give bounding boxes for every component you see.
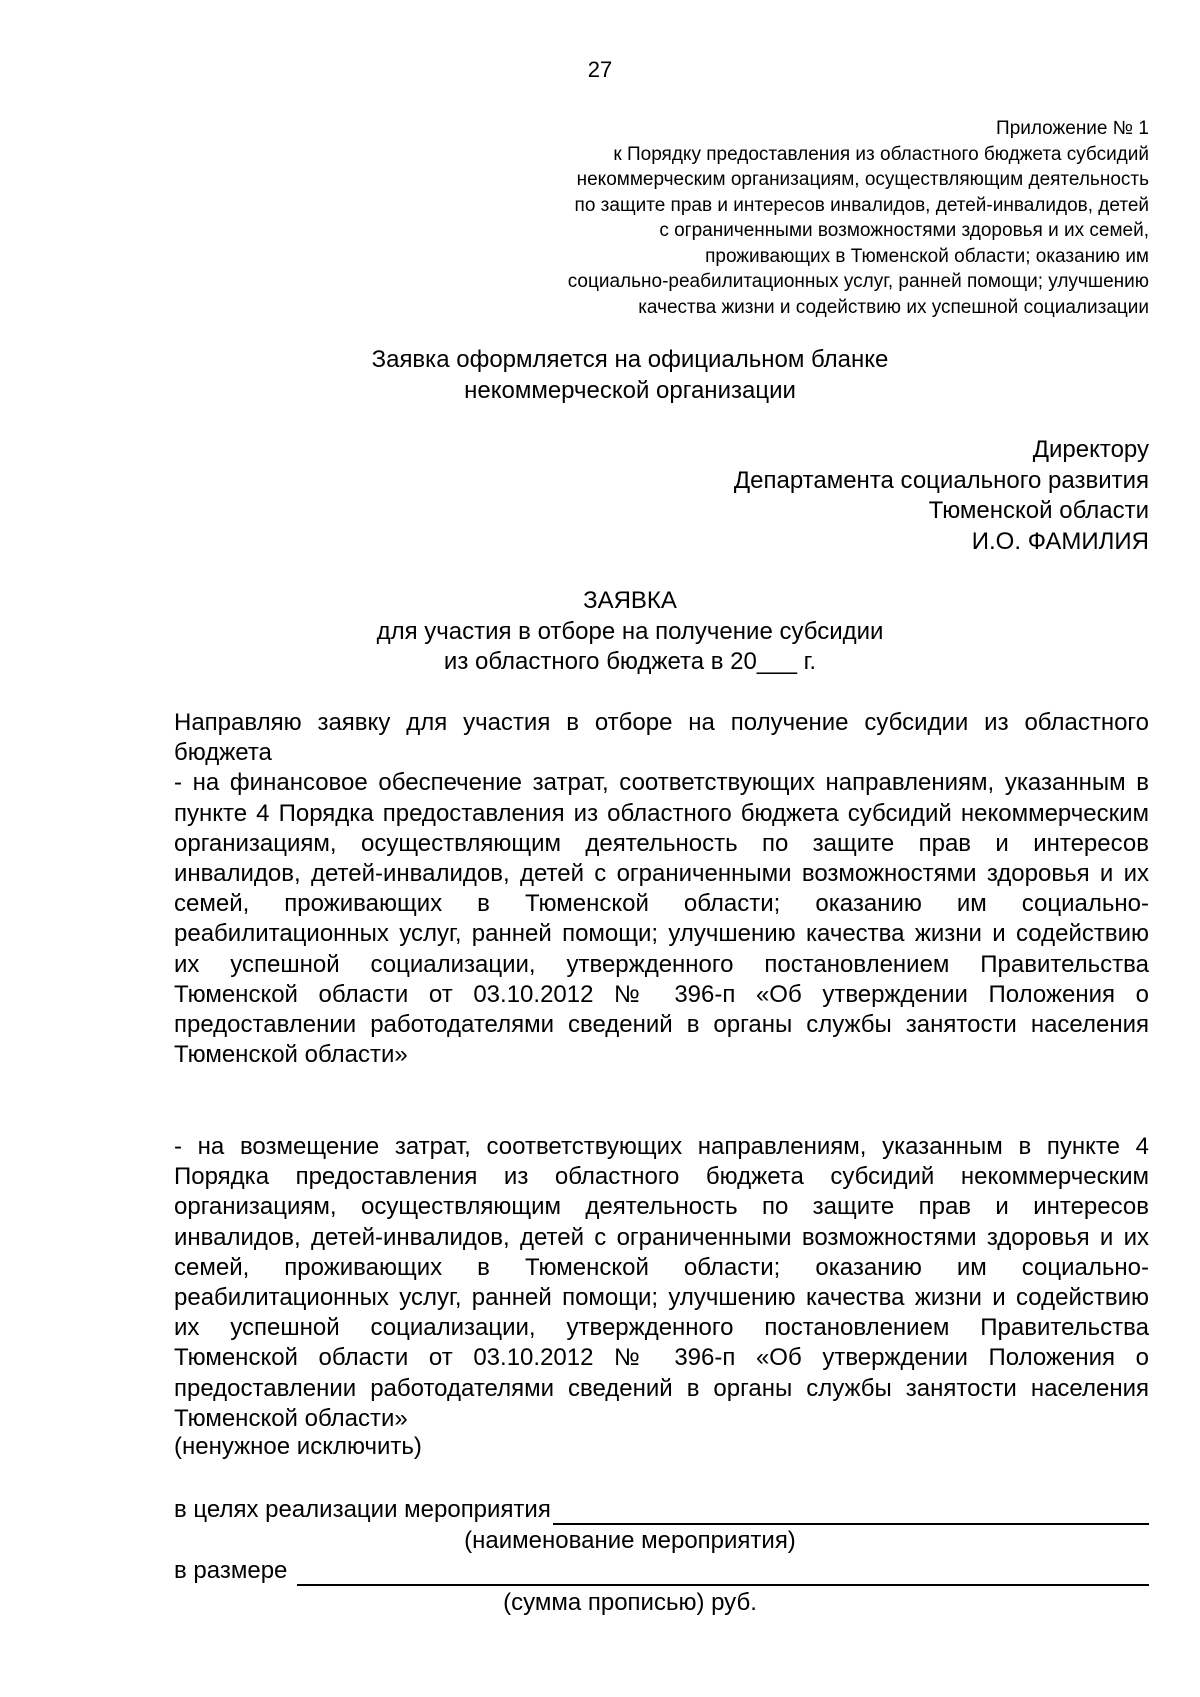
addressee-line: Департамента социального развития xyxy=(733,466,1149,494)
sum-label: в размере xyxy=(174,1557,288,1584)
paragraph-reimbursement-item: - на возмещение затрат, соответствующих направлениям, указанным в пункте 4 Порядка предоставления из областного бюджета субсидий некоммерческим организациям, осуществляющим деятельность по защите прав и интересов инвалидов, детей-инвалидов, детей с ограниченными возможностями здоровья и их семей, проживающих в Тюменской области; оказанию им социально-реабилитационных услуг, ранней помощи; улучшению качества жизни и содействию их успешной социализации, утвержденного постановлением Правительства Тюменской области от 03.10.2012 № 396-п «Об утверждении Положения о предоставлении работодателями сведений в органы службы занятости населения Тюменской области» xyxy=(174,1133,1149,1432)
addressee-block xyxy=(549,435,1149,557)
official-blank-note xyxy=(0,344,1200,406)
appendix-line: по защите прав и интересов инвалидов, детей-инвалидов, детей xyxy=(574,194,1149,216)
event-label: в целях реализации мероприятия xyxy=(174,1496,551,1523)
appendix-line: социально-реабилитационных услуг, ранней помощи; улучшению xyxy=(567,271,1149,292)
sum-fill-row xyxy=(174,1556,1149,1586)
appendix-line: Приложение № 1 xyxy=(996,118,1149,139)
sum-blank-line[interactable] xyxy=(297,1558,1149,1586)
document-title: ЗАЯВКА xyxy=(583,587,677,614)
event-blank-line[interactable] xyxy=(553,1497,1149,1525)
sum-caption: (сумма прописью) руб. xyxy=(503,1589,757,1616)
page-number: 27 xyxy=(587,57,613,82)
event-caption: (наименование мероприятия) xyxy=(464,1527,796,1554)
appendix-line: к Порядку предоставления из областного бюджета субсидий xyxy=(613,143,1149,165)
appendix-line: с ограниченными возможностями здоровья и их семей, xyxy=(659,220,1149,241)
appendix-header xyxy=(429,116,1149,320)
appendix-line: качества жизни и содействию их успешной социализации xyxy=(638,296,1149,318)
document-subtitle: для участия в отборе на получение субсидии xyxy=(376,617,884,645)
document-title-block xyxy=(0,586,1200,678)
paragraph-intro: Направляю заявку для участия в отборе на получение субсидии из областного бюджета xyxy=(174,709,1149,767)
blank-note-line: Заявка оформляется на официальном бланке xyxy=(371,346,889,373)
addressee-line: Директору xyxy=(1032,436,1149,463)
appendix-line: некоммерческим организациям, осуществляющим деятельность xyxy=(576,169,1149,190)
paragraph-financing-item: - на финансовое обеспечение затрат, соответствующих направлениям, указанным в пункте 4 Порядка предоставления из областного бюджета субсидий некоммерческим организациям, осуществляющим деятельность по защите прав и интересов инвалидов, детей-инвалидов, детей с ограниченными возможностями здоровья и их семей, проживающих в Тюменской области; оказанию им социально-реабилитационных услуг, ранней помощи; улучшению качества жизни и содействию их успешной социализации, утвержденного постановлением Правительства Тюменской области от 03.10.2012 № 396-п «Об утверждении Положения о предоставлении работодателями сведений в органы службы занятости населения Тюменской области» xyxy=(174,769,1149,1069)
application-paragraph-financing xyxy=(174,708,1149,1070)
addressee-line: Тюменской области xyxy=(928,497,1149,524)
blank-note-line: некоммерческой организации xyxy=(464,377,796,404)
event-fill-row xyxy=(174,1495,1149,1525)
exclude-note: (ненужное исключить) xyxy=(174,1433,422,1460)
document-subtitle: из областного бюджета в 20___ г. xyxy=(443,648,817,675)
application-paragraph-reimbursement xyxy=(174,1132,1149,1434)
addressee-name: И.О. ФАМИЛИЯ xyxy=(971,527,1149,555)
appendix-line: проживающих в Тюменской области; оказанию им xyxy=(705,245,1149,267)
